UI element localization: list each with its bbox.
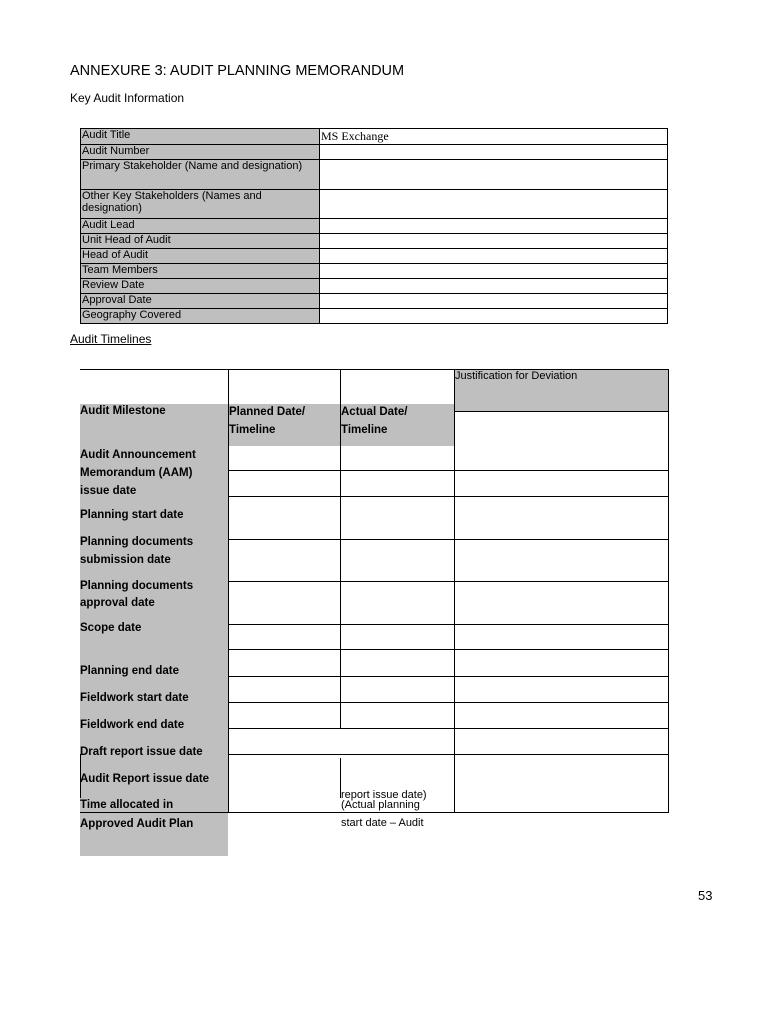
row-label: Approval Date xyxy=(81,294,320,309)
grid-line xyxy=(228,470,669,471)
row-label: Primary Stakeholder (Name and designation) xyxy=(81,160,320,190)
grid-line xyxy=(80,369,669,370)
row-label: Audit Number xyxy=(81,145,320,160)
milestone-fieldwork-end: Fieldwork end date xyxy=(80,719,185,731)
row-label: Team Members xyxy=(81,264,320,279)
milestone-fieldwork-start: Fieldwork start date xyxy=(80,692,189,704)
milestone-time-allocated-line1: Time allocated in xyxy=(80,799,174,811)
row-label: Other Key Stakeholders (Names and designation) xyxy=(81,190,320,219)
grid-line xyxy=(228,728,669,729)
milestone-draft-report: Draft report issue date xyxy=(80,746,203,758)
planned-header-line1: Planned Date/ xyxy=(229,406,306,418)
note-line2: (Actual planning xyxy=(341,799,420,811)
row-label: Unit Head of Audit xyxy=(81,234,320,249)
milestone-planning-end: Planning end date xyxy=(80,665,180,677)
grid-line xyxy=(228,539,669,540)
grid-line xyxy=(228,496,669,497)
grid-line xyxy=(454,369,455,813)
milestone-aam-line3: issue date xyxy=(80,485,137,497)
milestone-docs-approval-line2: approval date xyxy=(80,597,155,609)
grid-line xyxy=(228,649,669,650)
milestone-header: Audit Milestone xyxy=(80,405,166,417)
milestone-docs-submission-line1: Planning documents xyxy=(80,536,194,548)
page-title: ANNEXURE 3: AUDIT PLANNING MEMORANDUM xyxy=(70,63,405,79)
audit-timelines-heading: Audit Timelines xyxy=(70,332,152,346)
milestone-docs-submission-line2: submission date xyxy=(80,554,171,566)
row-label: Audit Lead xyxy=(81,219,320,234)
milestone-audit-report: Audit Report issue date xyxy=(80,773,210,785)
grid-line xyxy=(454,411,669,412)
justification-header: Justification for Deviation xyxy=(455,370,578,382)
milestone-docs-approval-line1: Planning documents xyxy=(80,580,194,592)
note-line3: start date – Audit xyxy=(341,817,424,829)
note-line1: report issue date) xyxy=(341,789,427,801)
actual-header-line1: Actual Date/ xyxy=(341,406,408,418)
row-value[interactable]: MS Exchange xyxy=(320,129,668,145)
milestone-time-allocated-line2: Approved Audit Plan xyxy=(80,818,194,830)
row-label: Review Date xyxy=(81,279,320,294)
row-label: Geography Covered xyxy=(81,309,320,324)
grid-line xyxy=(228,676,669,677)
milestone-planning-start: Planning start date xyxy=(80,509,184,521)
grid-line xyxy=(228,754,669,755)
grid-line xyxy=(228,624,669,625)
row-label: Head of Audit xyxy=(81,249,320,264)
grid-line xyxy=(668,369,669,813)
grid-line xyxy=(228,702,669,703)
grid-line xyxy=(228,581,669,582)
section-subtitle: Key Audit Information xyxy=(70,91,185,105)
milestone-aam-line2: Memorandum (AAM) xyxy=(80,467,193,479)
milestone-aam-line1: Audit Announcement xyxy=(80,449,196,461)
planned-header-line2: Timeline xyxy=(229,424,276,436)
actual-header-line2: Timeline xyxy=(341,424,388,436)
milestone-scope: Scope date xyxy=(80,622,142,634)
page-number: 53 xyxy=(698,888,713,903)
row-label: Audit Title xyxy=(81,129,320,145)
